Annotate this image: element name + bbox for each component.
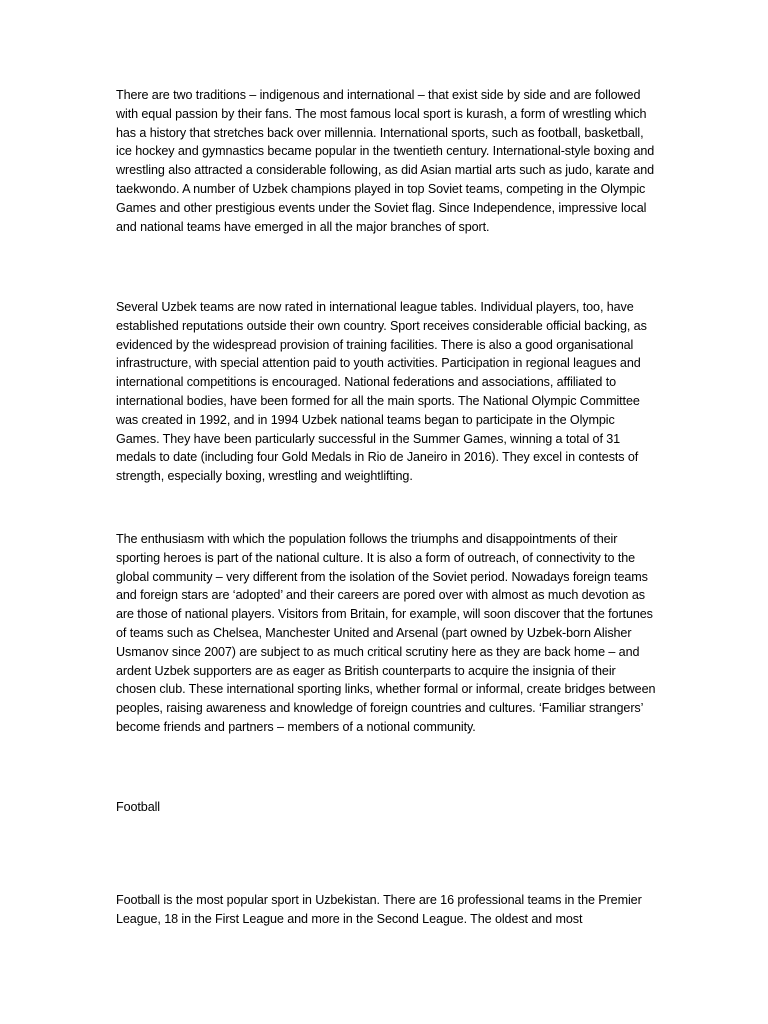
paragraph-football: Football is the most popular sport in Uzbekistan. There are 16 professional teams in the Premier League, 18 in the First League and more in the Second League. The oldest and most [116,893,642,926]
paragraph-traditions: There are two traditions – indigenous and international – that exist side by side and are followed with equal passion by their fans. The most famous local sport is kurash, a form of wrestling which has a history that stretches back over millennia. International sports, such as football, basketball, ice hockey and gymnastics became popular in the twentieth century. International-style boxing and wrestling also attracted a considerable following, as did Asian martial arts such as judo, karate and taekwondo. A number of Uzbek champions played in top Soviet teams, competing in the Olympic Games and other prestigious events under the Soviet flag. Since Independence, impressive local and national teams have emerged in all the major branches of sport. [116,88,655,234]
section-heading-football: Football [116,800,161,814]
paragraph-teams: Several Uzbek teams are now rated in international league tables. Individual players, too, have established reputations outside their own country. Sport receives considerable official backing, as evidenced by the widespread provision of training facilities. There is also a good organisational infrastructure, with special attention paid to youth activities. Participation in regional leagues and international competitions is encouraged. National federations and associations, affiliated to international bodies, have been formed for all the main sports. The National Olympic Committee was created in 1992, and in 1994 Uzbek national teams began to participate in the Olympic Games. They have been particularly successful in the Summer Games, winning a total of 31 medals to date (including four Gold Medals in Rio de Janeiro in 2016). They excel in contests of strength, especially boxing, wrestling and weightlifting. [116,300,647,484]
paragraph-enthusiasm: The enthusiasm with which the population follows the triumphs and disappointments of their sporting heroes is part of the national culture. It is also a form of outreach, of connectivity to the global community – very different from the isolation of the Soviet period. Nowadays foreign teams and foreign stars are ‘adopted’ and their careers are pored over with almost as much devotion as are those of national players. Visitors from Britain, for example, will soon discover that the fortunes of teams such as Chelsea, Manchester United and Arsenal (part owned by Uzbek-born Alisher Usmanov since 2007) are subject to as much critical scrutiny here as they are back home – and ardent Uzbek supporters are as eager as British counterparts to acquire the insignia of their chosen club. These international sporting links, whether formal or informal, create bridges between peoples, raising awareness and knowledge of foreign countries and cultures. ‘Familiar strangers’ become friends and partners – members of a notional community. [116,532,656,734]
